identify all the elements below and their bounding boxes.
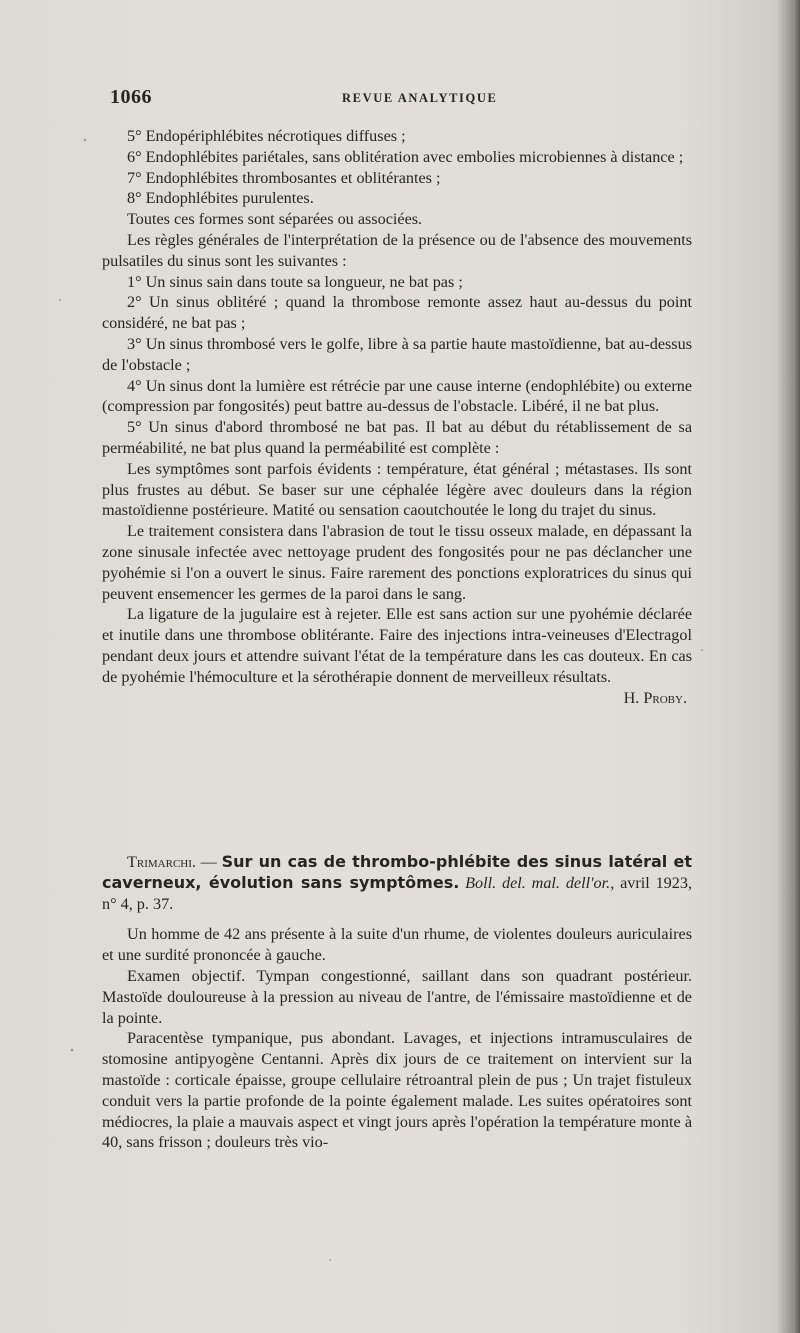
article-heading (102, 852, 692, 914)
paragraph: Examen objectif. Tympan congestionné, saillant dans son quadrant postérieur. Mastoïde douloureuse à la pression au niveau de l'antre, de l'émissaire mastoïdienne et de la pointe. (102, 966, 692, 1027)
journal-name: Boll. del. mal. dell'or. (465, 873, 611, 892)
heading-dash: — (195, 853, 222, 871)
running-head: REVUE ANALYTIQUE (342, 91, 498, 105)
paragraph: 5° Un sinus d'abord thrombosé ne bat pas. Il bat au début du rétablissement de sa perméabilité, ne bat plus quand la perméabilité est complète : (102, 418, 692, 457)
paragraph: Le traitement consistera dans l'abrasion de tout le tissu osseux malade, en dépassant la zone sinusale infectée avec nettoyage prudent des fongosités pour ne pas déclancher une pyohémie si l'on a ouvert le sinus. Faire rarement des ponctions exploratrices du sinus qui peuvent ensemencer les germes de la paroi dans le sang. (102, 522, 692, 603)
previous-article-text (102, 126, 692, 708)
paragraph: La ligature de la jugulaire est à rejeter. Elle est sans action sur une pyohémie déclarée et inutile dans une thrombose oblitérante. Faire des injections intra-veineuses d'Electragol pendant deux jours et attendre suivant l'état de la température dans les cas douteux. En cas de pyohémie l'hémoculture et la sérothérapie donnent de merveilleux résultats. (102, 605, 692, 686)
paragraph: 1° Un sinus sain dans toute sa longueur, ne bat pas ; (127, 272, 463, 291)
article-author: Trimarchi. (127, 853, 196, 871)
paragraph: 4° Un sinus dont la lumière est rétrécie par une cause interne (endophlébite) ou externe (compression par fongosités) peut battre au-dessus de l'obstacle. Libéré, il ne bat plus. (102, 376, 692, 416)
paragraph: 2° Un sinus oblitéré ; quand la thrombose remonte assez haut au-dessus du point considéré, ne bat pas ; (102, 293, 692, 333)
author-signature: H. Proby. (623, 688, 687, 707)
paragraph: Un homme de 42 ans présente à la suite d'un rhume, de violentes douleurs auriculaires et une surdité prononcée à gauche. (102, 925, 692, 965)
article-title: Sur un cas de thrombo-phlébite des sinus latéral et caverneux, évolution sans symptômes. (102, 852, 692, 892)
abstract-article (102, 852, 692, 1153)
paragraph: Les symptômes sont parfois évidents : température, état général ; métastases. Ils sont plus frustes au début. Se baser sur une céphalée légère avec douleurs dans la région mastoïdienne postérieure. Matité ou sensation caoutchoutée le long du trajet du sinus. (102, 459, 692, 520)
paragraph: 6° Endophlébites pariétales, sans oblitération avec embolies microbiennes à distance ; (127, 147, 684, 166)
page-header (110, 86, 690, 114)
paragraph: 5° Endopériphlébites nécrotiques diffuses ; (127, 127, 406, 145)
paragraph: Les règles générales de l'interprétation de la présence ou de l'absence des mouvements pulsatiles du sinus sont les suivantes : (102, 230, 692, 270)
journal-citation: , avril 1923, n° 4, p. 37. (102, 873, 693, 913)
paragraph: 3° Un sinus thrombosé vers le golfe, libre à sa partie haute mastoïdienne, bat au-dessus de l'obstacle ; (102, 334, 692, 374)
page-number: 1066 (110, 86, 152, 108)
paragraph: Paracentèse tympanique, pus abondant. Lavages, et injections intramusculaires de stomosine antipyogène Centanni. Après dix jours de ce traitement on intervient sur la mastoïde : corticale épaisse, groupe cellulaire rétroantral plein de pus ; Un trajet fistuleux conduit vers la partie profonde de la pointe également malade. Les suites opératoires sont médiocres, la plaie a mauvais aspect et vingt jours après l'opération la température monte à 40, sans frisson ; douleurs très vio- (102, 1029, 692, 1152)
paragraph: 8° Endophlébites purulentes. (127, 189, 314, 208)
paragraph: 7° Endophlébites thrombosantes et oblitérantes ; (127, 168, 441, 187)
paragraph: Toutes ces formes sont séparées ou associées. (127, 210, 423, 229)
